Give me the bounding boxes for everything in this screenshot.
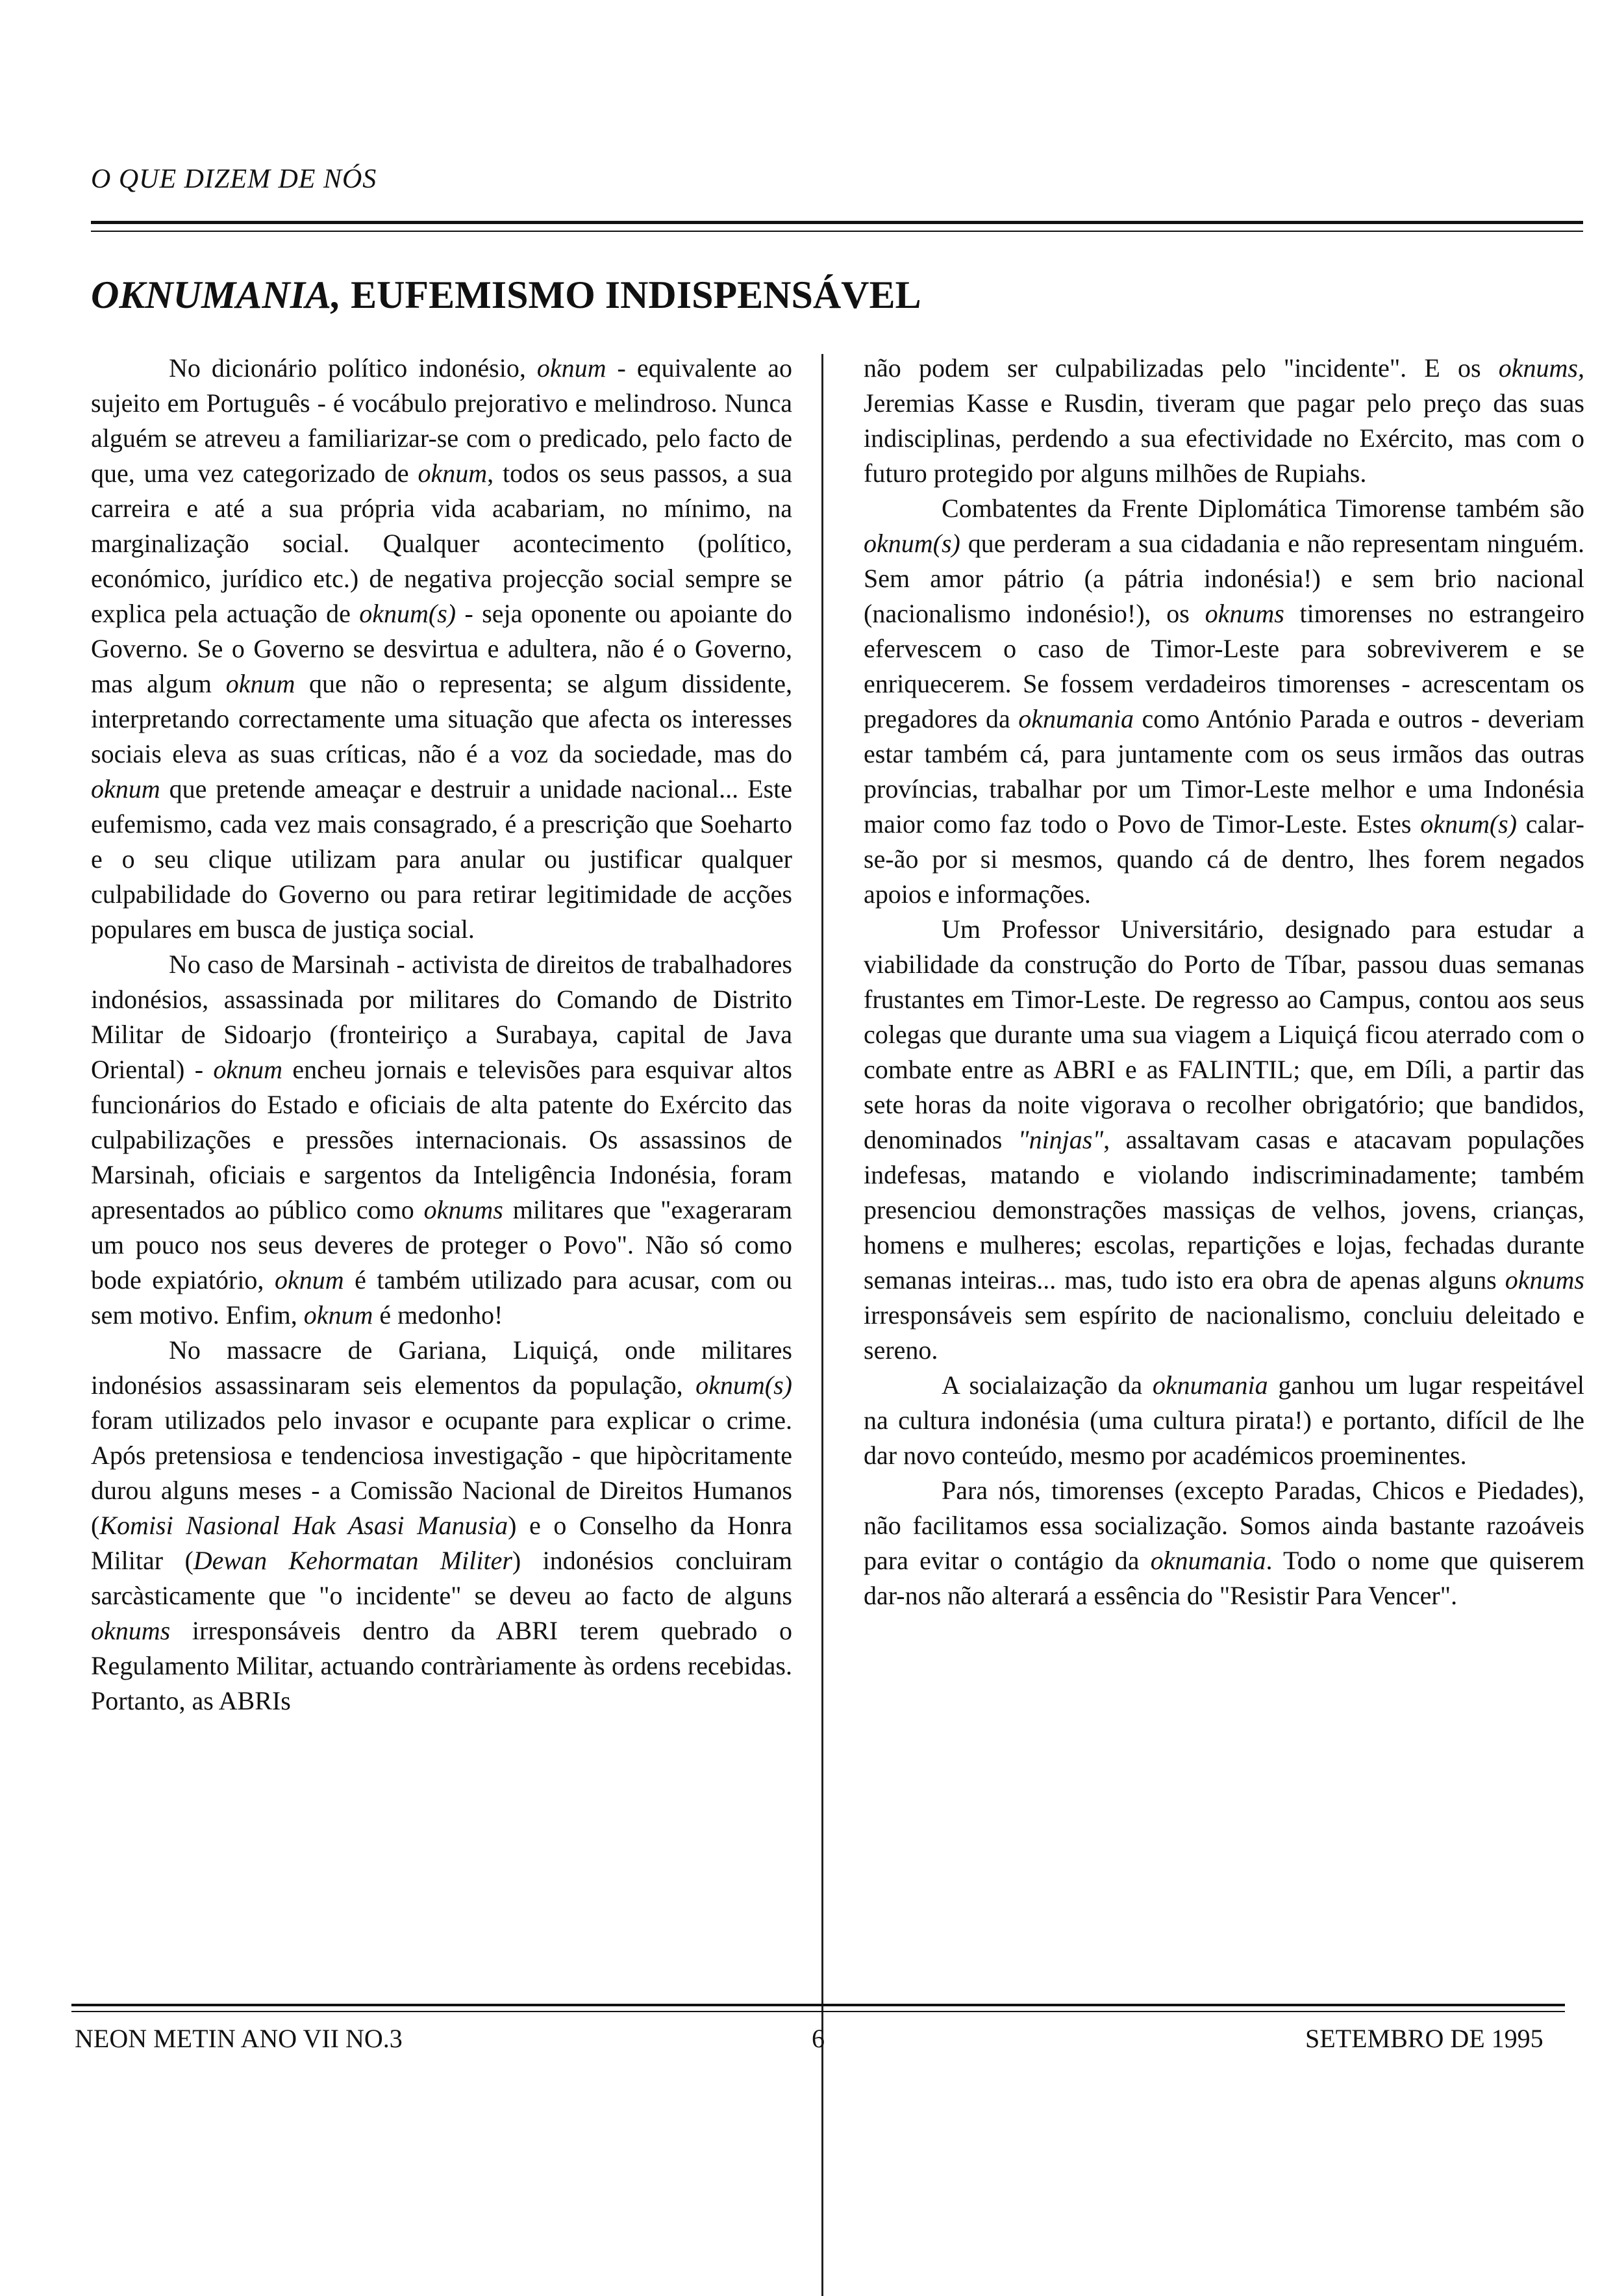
paragraph: Combatentes da Frente Diplomática Timorense também são oknum(s) que perderam a sua cidadania e não representam ninguém. Sem amor pátrio (a pátria indonésia!) e sem brio nacional (nacionalismo indonésio!), os oknums timorenses no estrangeiro efervescem o caso de Timor-Leste para sobreviverem e se enriquecerem. Se fossem verdadeiros timorenses - acrescentam os pregadores da oknumania como António Parada e outros - deveriam estar também cá, para juntamente com os seus irmãos das outras províncias, trabalhar por um Timor-Leste melhor e uma Indonésia maior como faz todo o Povo de Timor-Leste. Estes oknum(s) calar-se-ão por si mesmos, quando cá de dentro, lhes forem negados apoios e informações. <box>864 494 1585 909</box>
paragraph: Para nós, timorenses (excepto Paradas, Chicos e Piedades), não facilitamos essa socialização. Somos ainda bastante razoáveis para evitar o contágio da oknumania. Todo o nome que quiserem dar-nos não alterará a essência do "Resistir Para Vencer". <box>864 1476 1584 1610</box>
header-rule-thin <box>91 231 1583 232</box>
paragraph: No caso de Marsinah - activista de direitos de trabalhadores indonésios, assassinada por militares do Comando de Distrito Militar de Sidoarjo (fronteiriço a Surabaya, capital de Java Oriental) - oknum encheu jornais e televisões para esquivar altos funcionários do Estado e oficiais de alta patente do Exército das culpabilizações e pressões internacionais. Os assassinos de Marsinah, oficiais e sargentos da Inteligência Indonésia, foram apresentados ao público como oknums militares que "exageraram um pouco nos seus deveres de proteger o Povo". Não só como bode expiatório, oknum é também utilizado para acusar, com ou sem motivo. Enfim, oknum é medonho! <box>91 950 793 1330</box>
footer-page-number: 6 <box>812 2024 825 2053</box>
paragraph: não podem ser culpabilizadas pelo "incidente". E os oknums, Jeremias Kasse e Rusdin, tiveram que pagar pelo preço das suas indisciplinas, perdendo a sua efectividade no Exército, mas com o futuro protegido por alguns milhões de Rupiahs. <box>864 353 1584 488</box>
title-keyword: OKNUMANIA, <box>91 273 342 316</box>
right-column <box>864 351 1584 1613</box>
article-title <box>91 273 921 318</box>
paragraph: No dicionário político indonésio, oknum - equivalente ao sujeito em Português - é vocábulo prejorativo e melindroso. Nunca alguém se atreveu a familiarizar-se com o predicado, pelo facto de que, uma vez categorizado de oknum, todos os seus passos, a sua carreira e até a sua própria vida acabariam, no mínimo, na marginalização social. Qualquer acontecimento (político, económico, jurídico etc.) de negativa projecção social sempre se explica pela actuação de oknum(s) - seja oponente ou apoiante do Governo. Se o Governo se desvirtua e adultera, não é o Governo, mas algum oknum que não o representa; se algum dissidente, interpretando correctamente uma situação que afecta os interesses sociais eleva as suas críticas, não é a voz da sociedade, mas do oknum que pretende ameaçar e destruir a unidade nacional... Este eufemismo, cada vez mais consagrado, é a prescrição que Soeharto e o seu clique utilizam para anular ou justificar qualquer culpabilidade do Governo ou para retirar legitimidade de acções populares em busca de justiça social. <box>91 353 793 944</box>
paragraph: No massacre de Gariana, Liquiçá, onde militares indonésios assassinaram seis elementos da população, oknum(s) foram utilizados pelo invasor e ocupante para explicar o crime. Após pretensiosa e tendenciosa investigação - que hipòcritamente durou alguns meses - a Comissão Nacional de Direitos Humanos (Komisi Nasional Hak Asasi Manusia) e o Conselho da Honra Militar (Dewan Kehormatan Militer) indonésios concluiram sarcàsticamente que "o incidente" se deveu ao facto de alguns oknums irresponsáveis dentro da ABRI terem quebrado o Regulamento Militar, actuando contràriamente às ordens recebidas. Portanto, as ABRIs <box>91 1335 793 1715</box>
paragraph: A socialaização da oknumania ganhou um lugar respeitável na cultura indonésia (uma cultura pirata!) e portanto, difícil de lhe dar novo conteúdo, mesmo por académicos proeminentes. <box>864 1370 1585 1470</box>
footer-date: SETEMBRO DE 1995 <box>1305 2024 1544 2053</box>
footer-rule-thick <box>71 2004 1565 2006</box>
paragraph: Um Professor Universitário, designado para estudar a viabilidade da construção do Porto de Tíbar, passou duas semanas frustantes em Timor-Leste. De regresso ao Campus, contou aos seus colegas que durante uma sua viagem a Liquiçá ficou aterrado com o combate entre as ABRI e as FALINTIL; que, em Díli, a partir das sete horas da noite vigorava o recolher obrigatório; que bandidos, denominados "ninjas", assaltavam casas e atacavam populações indefesas, matando e violando indiscriminadamente; também presenciou demonstrações massiças de velhos, jovens, crianças, homens e mulheres; escolas, repartições e lojas, fechadas durante semanas inteiras... mas, tudo isto era obra de apenas alguns oknums irresponsáveis sem espírito de nacionalismo, concluiu deleitado e sereno. <box>864 915 1584 1365</box>
left-column <box>91 351 792 1719</box>
section-label: O QUE DIZEM DE NÓS <box>91 164 377 194</box>
footer-rule-thin <box>71 2011 1565 2012</box>
footer-publication: NEON METIN ANO VII NO.3 <box>75 2024 403 2053</box>
header-rule-thick <box>91 221 1583 224</box>
title-rest: EUFEMISMO INDISPENSÁVEL <box>341 273 921 316</box>
